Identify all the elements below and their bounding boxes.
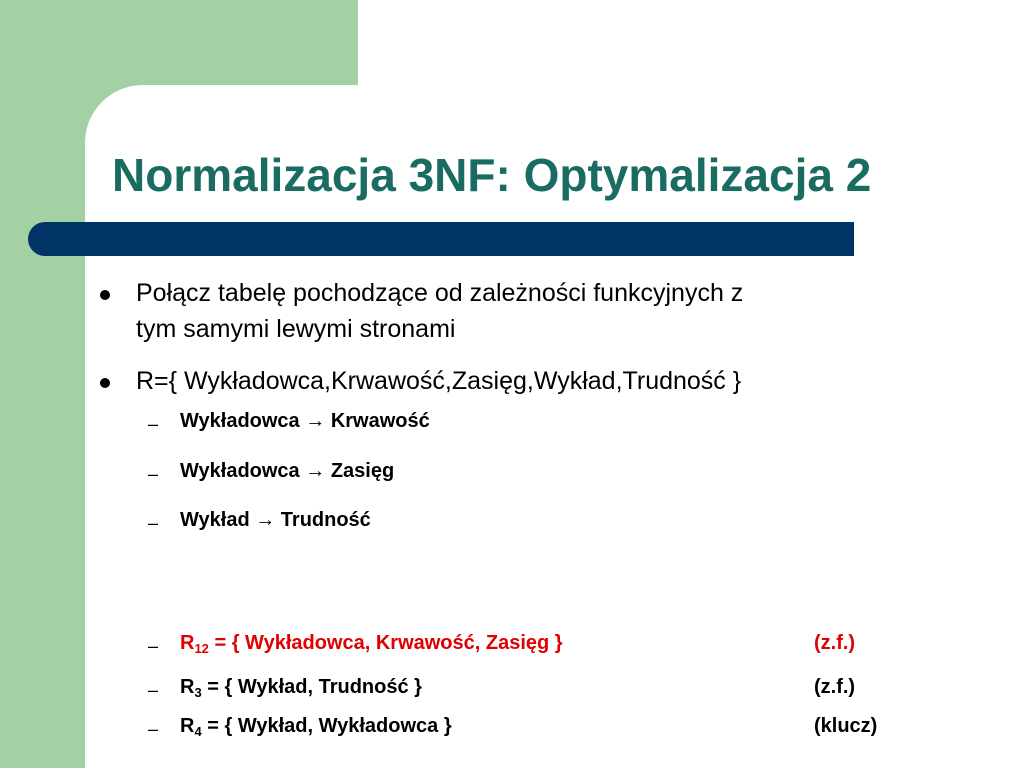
bullet-2-line-1: R={ Wykładowca,Krwawość,Zasięg,Wykład,Trudność }	[136, 367, 742, 395]
arrow-icon: →	[305, 410, 326, 432]
dash-marker: –	[148, 680, 159, 700]
arrow-icon: →	[255, 509, 276, 531]
relation-name: R	[180, 715, 195, 737]
bullet-1-line-1: Połącz tabelę pochodzące od zależności funkcyjnych z	[136, 279, 744, 307]
fd-right: Zasięg	[330, 460, 395, 482]
relation-subscript: 4	[194, 724, 202, 739]
dash-marker: –	[148, 719, 159, 739]
relation-note: (z.f.)	[814, 632, 856, 654]
relation-r3	[180, 676, 422, 700]
relation-name: R	[180, 676, 195, 698]
bullet-dot	[100, 290, 110, 300]
bullet-1-line-2: tym samymi lewymi stronami	[136, 315, 456, 343]
dash-marker: –	[148, 414, 159, 434]
fd-3	[180, 509, 371, 532]
relation-body: = { Wykład, Wykładowca }	[201, 715, 452, 737]
fd-left: Wykład	[180, 509, 250, 531]
dash-marker: –	[148, 513, 159, 533]
dash-marker: –	[148, 464, 159, 484]
fd-right: Krwawość	[330, 410, 430, 432]
relation-subscript: 12	[194, 641, 209, 656]
relation-r4	[180, 715, 452, 739]
arrow-icon: →	[305, 460, 326, 482]
fd-left: Wykładowca	[180, 460, 300, 482]
fd-2	[180, 460, 394, 483]
relation-note: (klucz)	[814, 715, 878, 737]
fd-left: Wykładowca	[180, 410, 300, 432]
relation-body: = { Wykładowca, Krwawość, Zasięg }	[208, 632, 563, 654]
relation-name: R	[180, 632, 195, 654]
fd-right: Trudność	[280, 509, 371, 531]
relation-body: = { Wykład, Trudność }	[201, 676, 422, 698]
title-rule	[28, 222, 854, 256]
bullet-dot	[100, 378, 110, 388]
fd-1	[180, 410, 430, 433]
slide-title: Normalizacja 3NF: Optymalizacja 2	[112, 149, 872, 201]
relation-note: (z.f.)	[814, 676, 856, 698]
dash-marker: –	[148, 636, 159, 656]
relation-subscript: 3	[194, 685, 202, 700]
relation-r12	[180, 632, 563, 656]
